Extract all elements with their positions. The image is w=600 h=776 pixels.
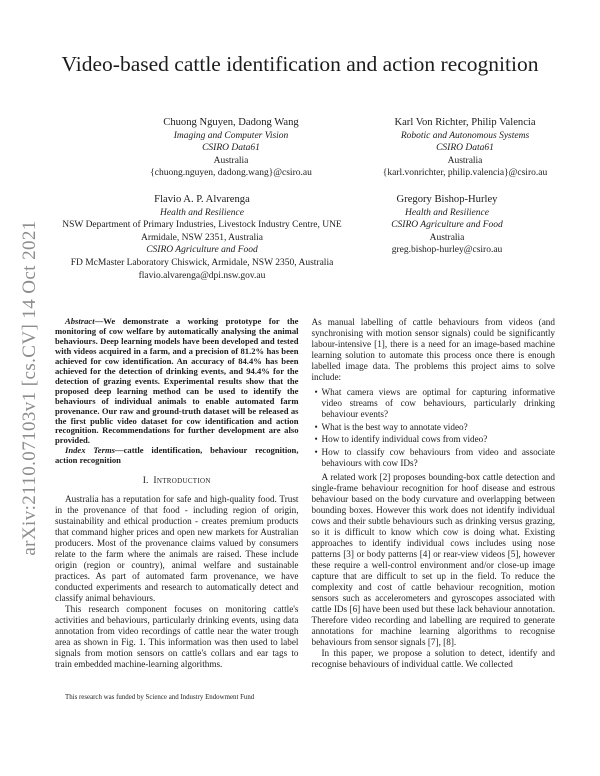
- index-terms: [55, 446, 299, 466]
- left-column: [55, 317, 299, 670]
- section-heading-introduction: [55, 475, 299, 487]
- bullet-icon: •: [314, 434, 318, 444]
- author-organisation: CSIRO Agriculture and Food: [146, 245, 258, 256]
- paper-title: Video-based cattle identification and action recognition: [61, 52, 539, 76]
- author-country: Australia: [213, 155, 249, 166]
- section-title: Introduction: [153, 475, 211, 487]
- abstract-label: Abstract: [65, 316, 95, 326]
- list-item-text: What camera views are optimal for capturing informative video streams of cow behaviours, particularly drinking behaviour events?: [321, 387, 555, 419]
- index-terms-label: Index Terms: [65, 445, 115, 456]
- author-block-2: [350, 117, 580, 180]
- author-organisation: CSIRO Data61: [202, 143, 260, 154]
- author-block-1: [116, 117, 346, 180]
- author-department: Health and Resilience: [160, 207, 244, 218]
- two-column-body: [55, 317, 555, 670]
- author-organisation: CSIRO Agriculture and Food: [391, 220, 503, 231]
- author-names: Flavio A. P. Alvarenga: [154, 194, 250, 205]
- right-paragraph-1: As manual labelling of cattle behaviours from videos (and synchronising with motion sensor signals) could be significantly labour-intensive [1], there is a need for an image-based machine learning solution to automate this process once there is enough labelled image data. The problems this project aims to solve include:: [311, 317, 555, 382]
- list-item-text: What is the best way to annotate video?: [321, 421, 468, 432]
- author-country: Australia: [447, 155, 483, 166]
- author-block-3: [52, 194, 352, 282]
- bullet-icon: •: [314, 446, 318, 457]
- abstract-text: —We demonstrate a working prototype for the monitoring of cow welfare by automatically analysing the animal behaviours. Deep learning models have been developed and tested with videos acquired in a farm, and a precision of 81.2% has been achieved for cow identification. An accuracy of 84.4% has been achieved for the detection of drinking events, and 94.4% for the detection of grazing events. Experimental results show that the proposed deep learning method can be used to identify the behaviours of individual animals to enable automated farm provenance. Our raw and ground-truth dataset will be released as the first public video dataset for cow identification and action recognition. Recommendations for further development are also provided.: [55, 316, 299, 446]
- author-department: Imaging and Computer Vision: [173, 130, 289, 141]
- author-block-4: [332, 194, 562, 257]
- list-item: [314, 422, 556, 433]
- author-email: greg.bishop-hurley@csiro.au: [391, 245, 503, 256]
- list-item: [314, 434, 556, 445]
- author-country: Australia: [429, 232, 465, 243]
- author-address: Armidale, NSW 2351, Australia: [141, 232, 263, 243]
- author-names: Gregory Bishop-Hurley: [396, 194, 498, 205]
- list-item: [314, 447, 556, 469]
- author-organisation: CSIRO Data61: [436, 143, 494, 154]
- bullet-icon: •: [314, 387, 318, 397]
- author-email: {chuong.nguyen, dadong.wang}@csiro.au: [150, 168, 312, 179]
- list-item-text: How to classify cow behaviours from video and associate behaviours with cow IDs?: [321, 446, 555, 468]
- bullet-icon: •: [314, 421, 318, 432]
- arxiv-watermark: arXiv:2110.07103v1 [cs.CV] 14 Oct 2021: [19, 220, 40, 556]
- right-paragraph-2: A related work [2] proposes bounding-box cattle detection and single-frame behaviour recognition for hoof disease and estrous behaviour based on the body curvature and overlapping between bounding boxes. However this work does not identify individual cows and their subtle behaviours such as drinking versus grazing, so it is difficult to know which cow is doing what. Existing approaches to identify individual cows includes using nose patterns [3] or body patterns [4] or rear-view videos [5], however these require a well-control environment and/or close-up image capture that are difficult to set up in the field. To reduce the complexity and cost of cattle behaviour recognition, motion sensors such as accelerometers and gyroscopes associated with cattle IDs [6] have been used but these lack behaviour annotation. Therefore video recording and labelling are required to generate annotations for machine learning algorithms to recognise behaviours from sensor signals [7], [8].: [311, 471, 555, 647]
- funding-footnote: This research was funded by Science and Industry Endowment Fund: [65, 694, 255, 701]
- section-number: I.: [142, 475, 149, 487]
- right-column: [312, 317, 556, 670]
- list-item-text: How to identify individual cows from video?: [321, 434, 488, 444]
- right-paragraph-3: In this paper, we propose a solution to detect, identify and recognise behaviours of individual cattle. We collected: [311, 647, 555, 669]
- author-address: NSW Department of Primary Industries, Livestock Industry Centre, UNE: [62, 220, 342, 231]
- index-terms-text: —cattle identification, behaviour recognition, action recognition: [55, 445, 299, 466]
- author-names: Karl Von Richter, Philip Valencia: [394, 117, 536, 128]
- abstract: [55, 317, 299, 446]
- author-department: Health and Resilience: [405, 207, 489, 218]
- author-names: Chuong Nguyen, Dadong Wang: [163, 117, 299, 128]
- list-item: [314, 387, 556, 420]
- intro-paragraph-2: This research component focuses on monitoring cattle's activities and behaviours, particularly drinking events, using data annotation from video recordings of cattle near the water trough area as shown in Fig. 1. This information was then used to label signals from motion sensors on cattle's collars and ear tags to train embedded machine-learning algorithms.: [55, 604, 299, 670]
- author-email: {karl.vonrichter, philip.valencia}@csiro.au: [382, 168, 548, 179]
- problem-bullet-list: [314, 387, 556, 469]
- author-address: FD McMaster Laboratory Chiswick, Armidale, NSW 2350, Australia: [70, 257, 334, 268]
- author-department: Robotic and Autonomous Systems: [400, 130, 530, 141]
- intro-paragraph-1: Australia has a reputation for safe and high-quality food. Trust in the provenance of that food - including region of origin, sustainability and ethical production - creates premium products that command higher prices and open new markets for Australian producers. Most of the provenance claims valued by consumers relate to the farm where the animals are raised. These include origin (region or country), animal welfare and sustainable practices. As part of automated farm provenance, we have conducted experiments and research to automatically detect and classify animal behaviours.: [55, 494, 299, 604]
- author-email: flavio.alvarenga@dpi.nsw.gov.au: [138, 270, 266, 281]
